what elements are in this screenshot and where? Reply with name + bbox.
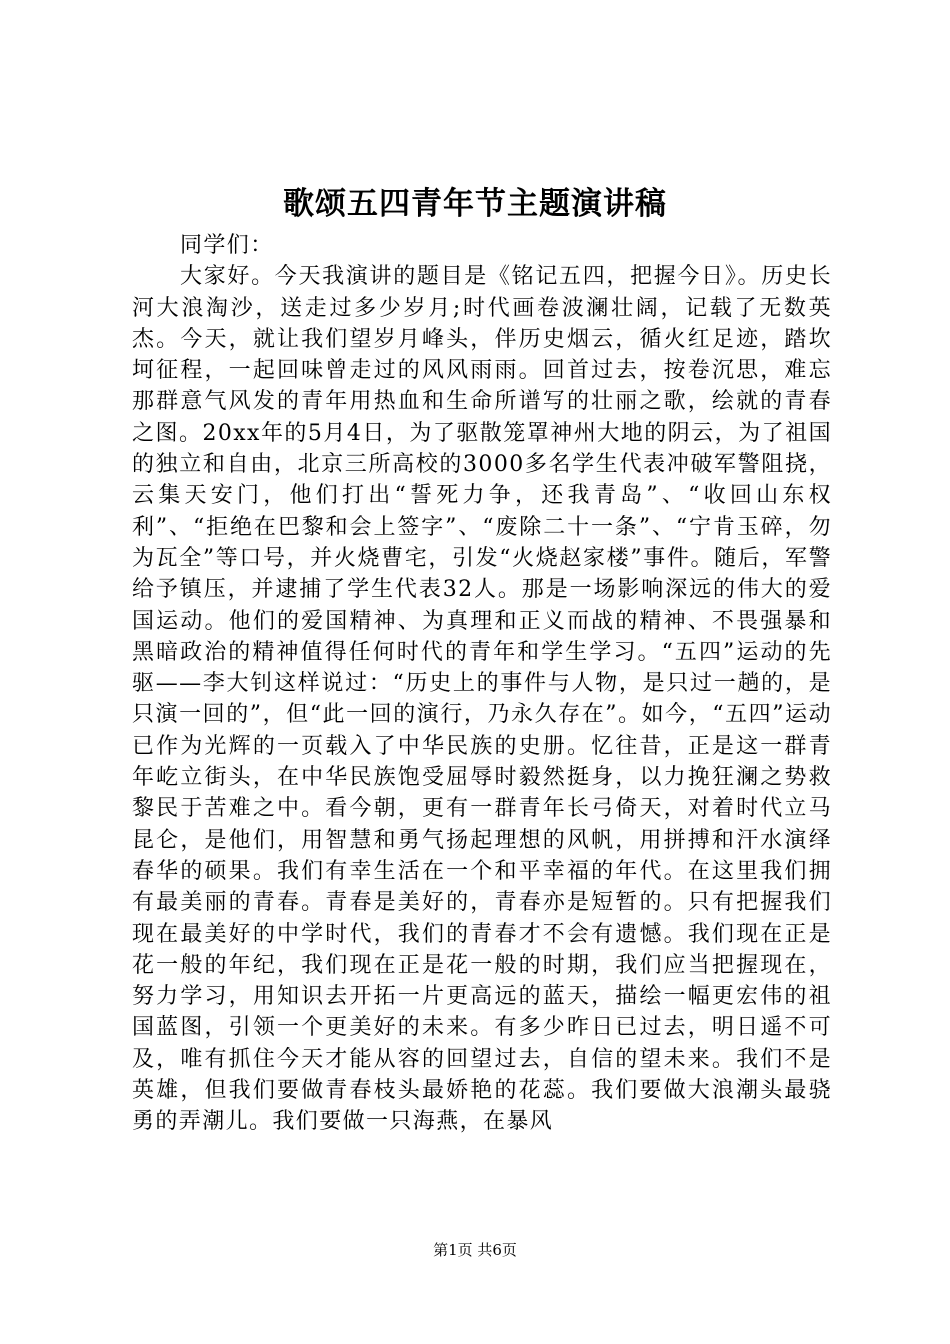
greeting-line: 同学们： — [180, 233, 274, 258]
document-title: 歌颂五四青年节主题演讲稿 — [283, 186, 667, 222]
page-footer: 第1页 共6页 — [433, 1241, 517, 1259]
body-paragraph: 大家好。今天我演讲的题目是《铭记五四，把握今日》。历史长河大浪淘沙，送走过多少岁月;时代画卷波澜壮阔，记载了无数英杰。今天，就让我们望岁月峰头，伴历史烟云，循火红足迹，踏坎坷征程，一起回味曾走过的风风雨雨。回首过去，按卷沉思，难忘那群意气风发的青年用热血和生命所谱写的壮丽之歌，绘就的青春之图。20xx年的5月4日，为了驱散笼罩神州大地的阴云，为了祖国的独立和自由，北京三所高校的3000多名学生代表冲破军警阻挠，云集天安门，他们打出“誓死力争，还我青岛”、“收回山东权利”、“拒绝在巴黎和会上签字”、“废除二十一条”、“宁肯玉碎，勿为瓦全”等口号，并火烧曹宅，引发“火烧赵家楼”事件。随后，军警给予镇压，并逮捕了学生代表32人。那是一场影响深远的伟大的爱国运动。他们的爱国精神、为真理和正义而战的精神、不畏强暴和黑暗政治的精神值得任何时代的青年和学生学习。“五四”运动的先驱——李大钊这样说过：“历史上的事件与人物，是只过一趟的，是只演一回的”，但“此一回的演行，乃永久存在”。如今，“五四”运动已作为光辉的一页载入了中华民族的史册。忆往昔，正是这一群青年屹立街头，在中华民族饱受屈辱时毅然挺身，以力挽狂澜之势救黎民于苦难之中。看今朝，更有一群青年长弓倚天，对着时代立马昆仑，是他们，用智慧和勇气扬起理想的风帆，用拼搏和汗水演绎春华的硕果。我们有幸生活在一个和平幸福的年代。在这里我们拥有最美丽的青春。青春是美好的，青春亦是短暂的。只有把握我们现在最美好的中学时代，我们的青春才不会有遗憾。我们现在正是花一般的年纪，我们现在正是花一般的时期，我们应当把握现在，努力学习，用知识去开拓一片更高远的蓝天，描绘一幅更宏伟的祖国蓝图，引领一个更美好的未来。有多少昨日已过去，明日遥不可及，唯有抓住今天才能从容的回望过去，自信的望未来。我们不是英雄，但我们要做青春枝头最娇艳的花蕊。我们要做大浪潮头最骁勇的弄潮儿。我们要做一只海燕，在暴风 — [132, 264, 832, 1135]
document-body — [132, 230, 832, 1138]
